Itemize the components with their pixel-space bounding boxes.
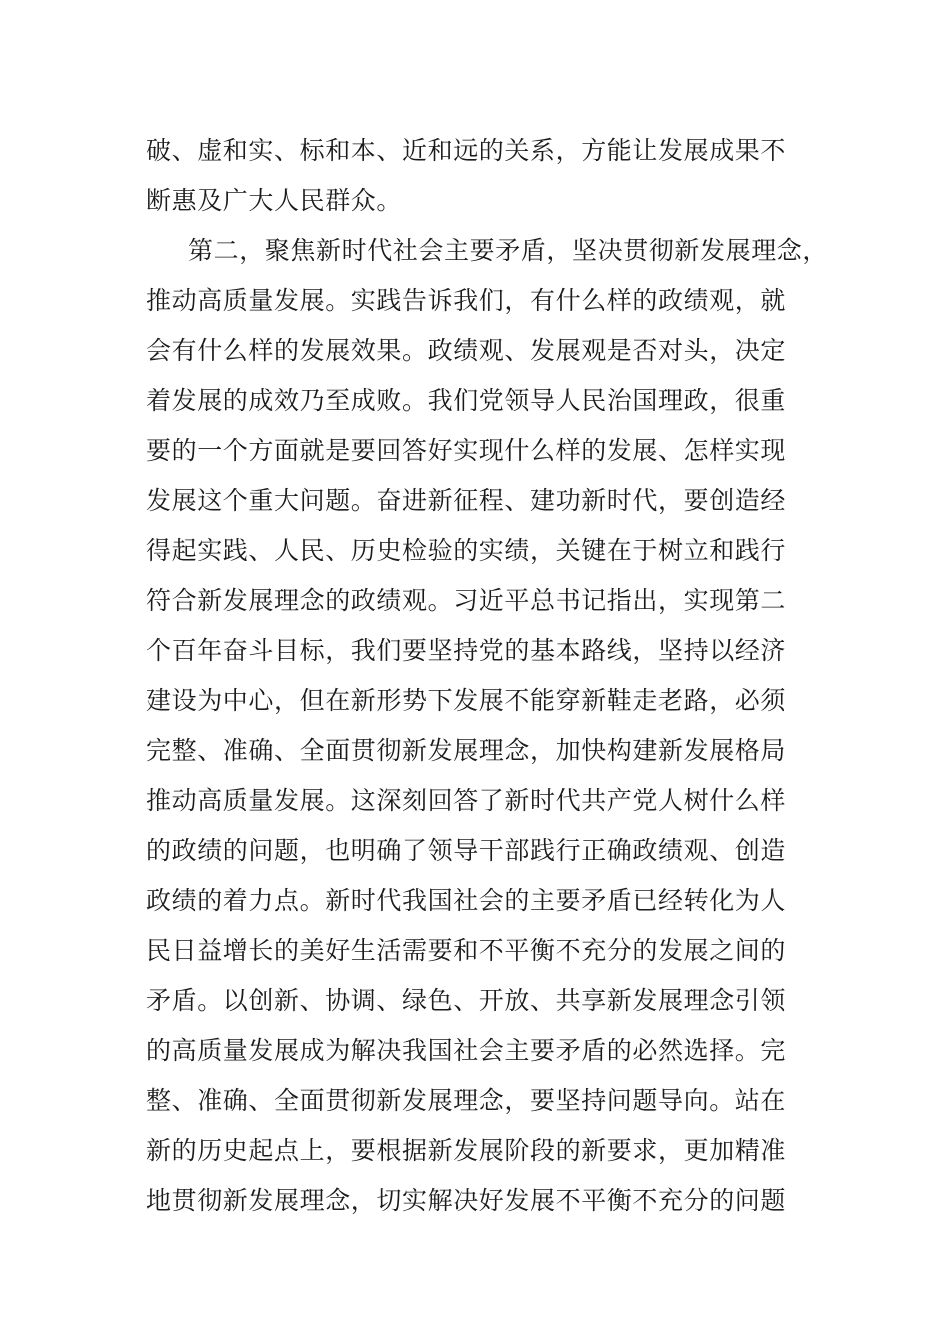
text-line: 整、准确、全面贯彻新发展理念，要坚持问题导向。站在 [146, 1086, 787, 1115]
text-line: 推动高质量发展。实践告诉我们，有什么样的政绩观，就 [146, 286, 787, 315]
text-line: 新的历史起点上，要根据新发展阶段的新要求，更加精准 [146, 1136, 787, 1165]
text-line: 矛盾。以创新、协调、绿色、开放、共享新发展理念引领 [146, 986, 787, 1015]
text-line: 符合新发展理念的政绩观。习近平总书记指出，实现第二 [146, 586, 787, 615]
text-line: 的政绩的问题，也明确了领导干部践行正确政绩观、创造 [146, 836, 787, 865]
paragraph-start-line: 第二，聚焦新时代社会主要矛盾，坚决贯彻新发展理念， [188, 236, 829, 265]
text-line: 断惠及广大人民群众。 [146, 186, 403, 215]
text-line: 建设为中心，但在新形势下发展不能穿新鞋走老路，必须 [146, 686, 787, 715]
text-line: 完整、准确、全面贯彻新发展理念，加快构建新发展格局 [146, 736, 787, 765]
text-line: 破、虚和实、标和本、近和远的关系，方能让发展成果不 [146, 136, 787, 165]
text-line: 政绩的着力点。新时代我国社会的主要矛盾已经转化为人 [146, 886, 787, 915]
body-text [146, 126, 836, 1226]
text-line: 个百年奋斗目标，我们要坚持党的基本路线，坚持以经济 [146, 636, 787, 665]
text-line: 地贯彻新发展理念，切实解决好发展不平衡不充分的问题 [146, 1186, 787, 1215]
text-line: 着发展的成效乃至成败。我们党领导人民治国理政，很重 [146, 386, 787, 415]
text-line: 会有什么样的发展效果。政绩观、发展观是否对头，决定 [146, 336, 787, 365]
text-line: 发展这个重大问题。奋进新征程、建功新时代，要创造经 [146, 486, 787, 515]
text-line: 得起实践、人民、历史检验的实绩，关键在于树立和践行 [146, 536, 787, 565]
text-line: 的高质量发展成为解决我国社会主要矛盾的必然选择。完 [146, 1036, 787, 1065]
text-line: 推动高质量发展。这深刻回答了新时代共产党人树什么样 [146, 786, 787, 815]
text-line: 要的一个方面就是要回答好实现什么样的发展、怎样实现 [146, 436, 787, 465]
text-line: 民日益增长的美好生活需要和不平衡不充分的发展之间的 [146, 936, 787, 965]
